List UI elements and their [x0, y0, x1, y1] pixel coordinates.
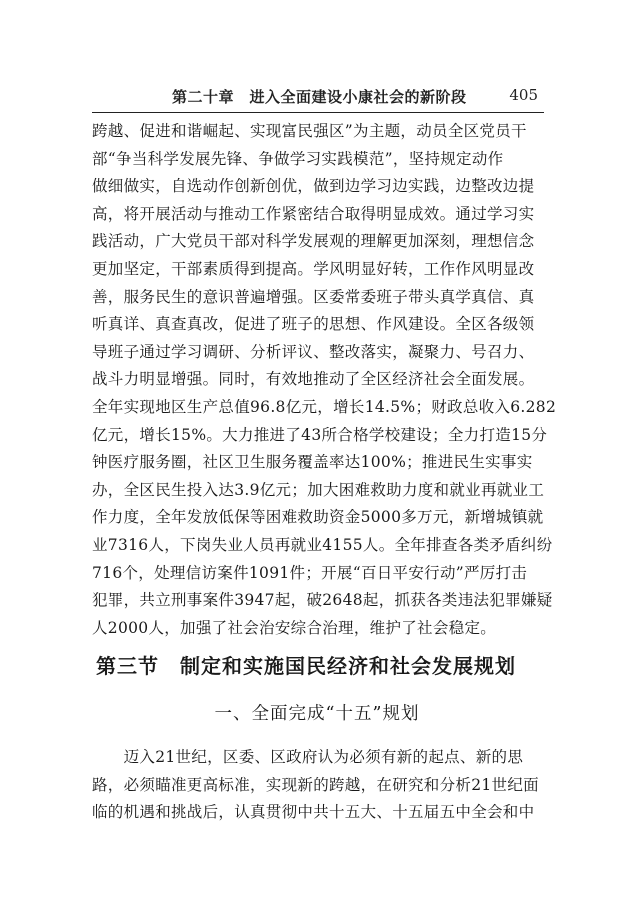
text-line: 业7316人，下岗失业人员再就业4155人。全年排查各类矛盾纠纷: [92, 535, 553, 554]
text-line: 全年实现地区生产总值96.8亿元，增长14.5%；财政总收入6.282: [92, 397, 557, 416]
text-line: 亿元，增长15%。大力推进了43所合格学校建设；全力打造15分: [92, 425, 548, 444]
text-line: 善，服务民生的意识普遍增强。区委常委班子带头真学真信、真: [92, 287, 535, 306]
text-line: 高，将开展活动与推动工作紧密结合取得明显成效。通过学习实: [92, 204, 535, 223]
text-line: 听真详、真查真改，促进了班子的思想、作风建设。全区各级领: [92, 315, 535, 334]
text-line: 钟医疗服务圈，社区卫生服务覆盖率达100%；推进民生实事实: [92, 453, 533, 472]
chapter-title: 第二十章 进入全面建设小康社会的新阶段: [172, 88, 467, 106]
body-paragraph: [92, 118, 557, 642]
text-line: 临的机遇和挑战后，认真贯彻中共十五大、十五届五中全会和中: [92, 803, 535, 822]
page-number: 405: [509, 86, 538, 104]
text-line: 犯罪，共立刑事案件3947起，破2648起，抓获各类违法犯罪嫌疑: [92, 591, 553, 610]
text-line: 部“争当科学发展先锋、争做学习实践模范”，坚持规定动作: [92, 149, 504, 168]
text-line: 716个，处理信访案件1091件；开展“百日平安行动”严厉打击: [92, 563, 528, 582]
subsection-heading: 一、全面完成“十五”规划: [214, 704, 420, 724]
text-line: 做细做实，自选动作创新创优，做到边学习边实践，边整改边提: [92, 177, 535, 196]
text-line: 战斗力明显增强。同时，有效地推动了全区经济社会全面发展。: [92, 370, 535, 389]
body-paragraph: [92, 744, 542, 827]
text-line: 导班子通过学习调研、分析评议、整改落实，凝聚力、号召力、: [92, 342, 535, 361]
text-line: 践活动，广大党员干部对科学发展观的理解更加深刻，理想信念: [92, 232, 535, 251]
text-line: 办，全区民生投入达3.9亿元；加大困难救助力度和就业再就业工: [92, 480, 545, 499]
text-line: 人2000人，加强了社会治安综合治理，维护了社会稳定。: [92, 618, 497, 637]
text-line: 更加坚定，干部素质得到提高。学风明显好转，工作作风明显改: [92, 259, 535, 278]
text-line: 作力度，全年发放低保等困难救助资金5000多万元，新增城镇就: [92, 508, 544, 527]
text-line: 路，必须瞄准更高标准，实现新的跨越，在研究和分析21世纪面: [92, 775, 539, 794]
text-line: 跨越、促进和谐崛起、实现富民强区”为主题，动员全区党员干: [92, 122, 527, 140]
section-heading: 第三节 制定和实施国民经济和社会发展规划: [96, 654, 516, 678]
page-header: [92, 84, 544, 113]
text-line: 迈入21世纪，区委、区政府认为必须有新的起点、新的思: [92, 748, 524, 766]
